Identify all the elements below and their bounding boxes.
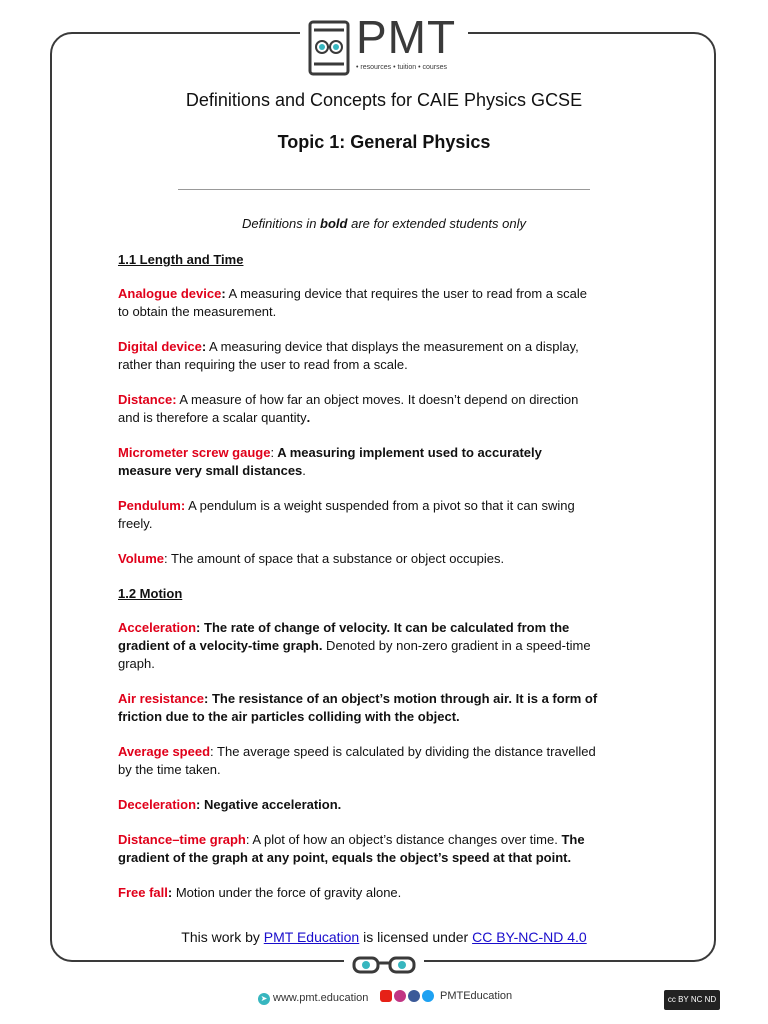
definition-text: Motion under the force of gravity alone. [172,885,402,900]
definition-micrometer [118,444,598,480]
definition-text-bold: The rate of change of velocity. It can be calculated from the gradient of a velocity-time graph. [118,620,570,653]
term-colon: : [196,620,201,635]
note-bold: bold [320,216,348,231]
definition-text-bold: Negative acceleration. [200,797,342,812]
term: Analogue device [118,286,222,301]
definition-air-resistance [118,690,598,726]
social-handle: PMTEducation [440,990,513,1003]
term-colon: : [167,885,173,900]
definition-distance-time-graph [118,831,598,867]
term: Air resistance [118,691,204,706]
pmt-education-link[interactable]: PMT Education [263,929,360,945]
license-line [0,929,768,945]
logo-text: PMT [356,11,457,63]
term-colon: : [164,551,168,566]
logo-tagline: • resources • tuition • courses [356,64,447,71]
website[interactable] [258,992,368,1005]
definition-text-bold: The gradient of the graph at any point, equals the object’s speed at that point. [118,832,585,865]
term: Acceleration [118,620,197,635]
definition-text: A measuring device that requires the user to read from a scale to obtain the measurement. [118,286,587,319]
term-colon: : [210,744,214,759]
term: Free fall [118,885,168,900]
license-prefix: This work by [181,929,264,945]
definition-text: A measure of how far an object moves. It doesn’t depend on direction and is therefore a scalar quantity [118,392,579,425]
bottom-bar [0,990,768,1010]
definition-distance [118,391,598,427]
definition-text: The average speed is calculated by dividing the distance travelled by the time taken. [118,744,596,777]
section-title-length-time: 1.1 Length and Time [118,252,244,267]
cc-license-icon[interactable]: cc BY NC ND [664,990,720,1010]
definition-text: The amount of space that a substance or object occupies. [167,551,505,566]
license-middle: is licensed under [359,929,473,945]
term: Digital device [118,339,202,354]
glasses-icon [350,956,418,974]
definition-acceleration [118,619,598,673]
definition-pendulum [118,497,598,533]
definition-text: Denoted by non-zero gradient in a speed-time graph. [118,638,591,671]
term: Average speed [118,744,211,759]
term: Deceleration [118,797,197,812]
definition-text: A measuring device that displays the measurement on a display, rather than requiring the user to read from a scale. [118,339,579,372]
definition-free-fall [118,884,598,902]
definition-end: . [302,463,306,478]
definition-end: . [306,410,311,425]
term: Volume [118,551,164,566]
definition-analogue-device [118,285,598,321]
definition-text: A plot of how an object’s distance changes over time. [249,832,558,847]
document-title: Definitions and Concepts for CAIE Physics GCSE [185,90,583,110]
term-colon: : [245,832,250,847]
term-colon: : [270,445,275,460]
term: Distance–time graph [118,832,246,847]
term: Distance: [118,392,177,407]
cursor-icon: ➤ [258,993,270,1005]
term-colon: : [221,286,226,301]
cc-license-link[interactable]: CC BY-NC-ND 4.0 [472,929,587,945]
note-text: Definitions in [242,216,321,231]
youtube-icon[interactable] [380,990,392,1002]
term: Pendulum: [118,498,186,513]
extended-note [0,216,768,231]
section-title-motion: 1.2 Motion [118,586,183,601]
social-links [380,990,512,1002]
divider [178,189,590,190]
definition-average-speed [118,743,598,779]
topic-title: Topic 1: General Physics [277,132,491,152]
term-colon: : [196,797,201,812]
definition-text-bold: The resistance of an object’s motion through air. It is a form of friction due to the air particles colliding with the object. [118,691,598,724]
definition-text: A measuring implement used to accurately measure very small distances [118,445,542,478]
definitions-content [118,251,598,919]
note-text-end: are for extended students only [347,216,526,231]
term-colon: : [201,339,207,354]
definition-digital-device [118,338,598,374]
twitter-icon[interactable] [422,990,434,1002]
facebook-icon[interactable] [408,990,420,1002]
website-text: www.pmt.education [273,992,369,1004]
term: Micrometer screw gauge [118,445,271,460]
definition-text: A pendulum is a weight suspended from a pivot so that it can swing freely. [118,498,575,531]
term-colon: : [204,691,209,706]
definition-deceleration [118,796,598,814]
definition-volume [118,550,598,568]
instagram-icon[interactable] [394,990,406,1002]
